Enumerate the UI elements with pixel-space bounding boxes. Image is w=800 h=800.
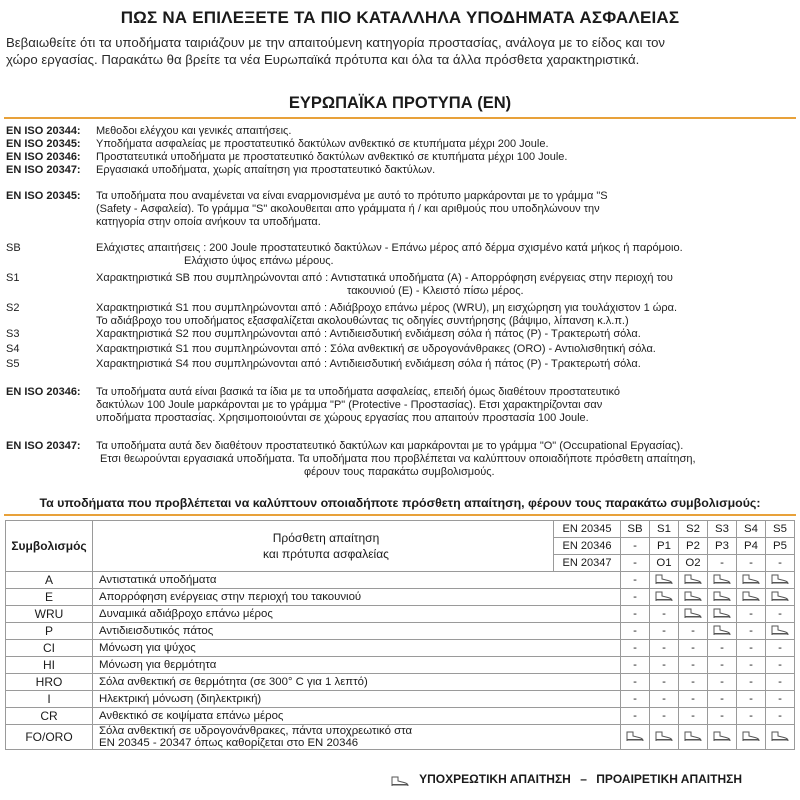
requirement-description	[93, 725, 621, 750]
requirement-row	[6, 589, 795, 606]
standard-name: EN 20346	[554, 538, 621, 555]
requirement-symbol: HI	[6, 657, 93, 674]
requirement-cell: -	[766, 640, 795, 657]
safety-boot-icon	[679, 606, 708, 623]
standard-category-cell: -	[766, 555, 795, 572]
standard-category-cell: P5	[766, 538, 795, 555]
safety-boot-icon	[650, 589, 679, 606]
requirement-symbol: CR	[6, 708, 93, 725]
category-line-1: Χαρακτηριστικά S1 που συμπληρώνονται από : Αδιάβροχο επάνω μέρος (WRU), μη εισχώρηση για τουλάχιστον 1 ώρα.	[96, 302, 678, 314]
standard-name: EN 20347	[554, 555, 621, 572]
safety-boot-icon	[679, 572, 708, 589]
requirement-cell: -	[650, 623, 679, 640]
requirement-cell: -	[708, 691, 737, 708]
requirement-cell: -	[737, 708, 766, 725]
requirement-cell: -	[621, 606, 650, 623]
requirement-cell: -	[766, 657, 795, 674]
requirement-cell: -	[708, 674, 737, 691]
category-line-2: Το αδιάβροχο του υποδήματος εξασφαλίζεται ακολουθώντας τις οδηγίες συντήρησης (βάψιμο, λίπανση κ.λ.π.)	[96, 315, 629, 327]
requirement-description: Ηλεκτρική μόνωση (διηλεκτρική)	[93, 691, 621, 708]
safety-boot-icon	[766, 572, 795, 589]
standard-category-cell: -	[737, 555, 766, 572]
requirement-description: Αντιδιεισδυτικός πάτος	[93, 623, 621, 640]
requirement-cell: -	[737, 674, 766, 691]
en20345-label: EN ISO 20345:	[6, 190, 81, 202]
requirement-symbol: HRO	[6, 674, 93, 691]
requirement-row	[6, 606, 795, 623]
category-code: S5	[6, 358, 20, 370]
safety-boot-icon	[679, 589, 708, 606]
requirement-symbol: CI	[6, 640, 93, 657]
requirement-description: Μόνωση για ψύχος	[93, 640, 621, 657]
category-code: S1	[6, 272, 20, 284]
standard-category-cell: S5	[766, 521, 795, 538]
requirement-row	[6, 640, 795, 657]
requirement-cell: -	[737, 623, 766, 640]
requirement-description-line-2: EN 20345 - 20347 όπως καθορίζεται στο EN 20346	[99, 737, 359, 749]
requirement-cell: -	[737, 691, 766, 708]
requirement-row	[6, 623, 795, 640]
requirement-cell: -	[708, 657, 737, 674]
en20347-line-2: Ετσι θεωρούνται εργασιακά υποδήματα. Τα υποδήματα που προβλέπεται να καλύπτουν οποιαδήποτε πρόσθετη απαίτηση,	[100, 453, 696, 465]
requirement-cell: -	[708, 640, 737, 657]
intro-line-2: χώρο εργασίας. Παρακάτω θα βρείτε τα νέα Ευρωπαϊκά πρότυπα και όλα τα άλλα πρόσθετα χαρακτηριστικά.	[6, 52, 640, 67]
en20346-line-2: δακτύλων 100 Joule μαρκάρονται με το γράμμα "P" (Protective - Προστασίας). Ετσι χαρακτηρίζονται σαν	[96, 399, 603, 411]
requirement-description: Δυναμικά αδιάβροχο επάνω μέρος	[93, 606, 621, 623]
requirement-cell: -	[621, 589, 650, 606]
safety-boot-icon	[650, 572, 679, 589]
en20345-line-1: Τα υποδήματα που αναμένεται να είναι εναρμονισμένα με αυτό το πρότυπο μαρκάρονται με το γράμμα "S	[96, 190, 608, 202]
safety-boot-icon	[766, 589, 795, 606]
safety-boot-icon	[708, 725, 737, 750]
requirement-cell: -	[621, 674, 650, 691]
requirement-cell: -	[621, 657, 650, 674]
standard-category-cell: SB	[621, 521, 650, 538]
requirement-cell: -	[679, 657, 708, 674]
safety-boot-icon	[708, 623, 737, 640]
table-title: Τα υποδήματα που προβλέπεται να καλύπτουν οποιαδήποτε πρόσθετη απαίτηση, φέρουν τους παρακάτω συμβολισμούς:	[39, 496, 761, 510]
requirement-cell: -	[621, 623, 650, 640]
en20345-line-3: κατηγορία στην οποία ανήκουν τα υποδήματα.	[96, 216, 321, 228]
intro-paragraph	[6, 34, 796, 68]
safety-boot-icon	[708, 589, 737, 606]
standard-category-cell: P1	[650, 538, 679, 555]
requirement-cell: -	[766, 674, 795, 691]
standard-label: EN ISO 20345:	[6, 138, 81, 150]
requirement-row	[6, 657, 795, 674]
requirement-description: Σόλα ανθεκτική σε θερμότητα (σε 300° C για 1 λεπτό)	[93, 674, 621, 691]
table-title-divider	[4, 514, 796, 516]
requirement-cell: -	[679, 708, 708, 725]
requirement-header-line-2: και πρότυπα ασφαλείας	[263, 547, 389, 561]
requirement-cell: -	[650, 674, 679, 691]
standard-category-cell: S3	[708, 521, 737, 538]
safety-boot-icon	[766, 725, 795, 750]
standard-header-row	[6, 521, 795, 538]
requirement-cell: -	[650, 606, 679, 623]
standard-text: Προστατευτικά υποδήματα με προστατευτικό δακτύλων ανθεκτικό σε κτυπήματα μέχρι 100 Joule.	[96, 151, 568, 163]
category-line-1: Χαρακτηριστικά S4 που συμπληρώνονται από : Αντιδιεισδυτική ενδιάμεση σόλα ή πάτος (P) - Τρακτερωτή σόλα.	[96, 358, 641, 370]
requirement-cell: -	[650, 708, 679, 725]
standard-name: EN 20345	[554, 521, 621, 538]
en20347-label: EN ISO 20347:	[6, 440, 81, 452]
requirement-cell: -	[621, 640, 650, 657]
requirement-symbol: E	[6, 589, 93, 606]
safety-boot-icon	[737, 589, 766, 606]
requirement-description: Μόνωση για θερμότητα	[93, 657, 621, 674]
safety-boot-icon	[621, 725, 650, 750]
legend	[390, 772, 742, 786]
requirement-symbol: A	[6, 572, 93, 589]
symbol-header: Συμβολισμός	[6, 521, 93, 572]
page-title: ΠΩΣ ΝΑ ΕΠΙΛΕΞΕΤΕ ΤΑ ΠΙΟ ΚΑΤΑΛΛΗΛΑ ΥΠΟΔΗΜΑΤΑ ΑΣΦΑΛΕΙΑΣ	[120, 8, 680, 27]
requirement-symbol: I	[6, 691, 93, 708]
category-line-1: Ελάχιστες απαιτήσεις : 200 Joule προστατευτικό δακτύλων - Επάνω μέρος από δέρμα σχισμένο κατά μήκος ή παρόμοιο.	[96, 242, 683, 254]
requirement-row	[6, 725, 795, 750]
section-title: ΕΥΡΩΠΑΪΚΑ ΠΡΟΤΥΠΑ (EN)	[288, 94, 512, 112]
standard-category-cell: -	[621, 555, 650, 572]
requirement-cell: -	[650, 640, 679, 657]
standard-label: EN ISO 20344:	[6, 125, 81, 137]
safety-boot-icon	[766, 623, 795, 640]
requirement-cell: -	[737, 640, 766, 657]
en20346-line-3: υποδήματα προστασίας. Χρησιμοποιούνται σε χώρους εργασίας που απαιτούν προστασία 100 Joule.	[96, 412, 589, 424]
legend-dash: –	[580, 772, 587, 786]
requirement-cell: -	[621, 572, 650, 589]
safety-boot-icon	[737, 572, 766, 589]
category-code: S3	[6, 328, 20, 340]
requirement-cell: -	[650, 691, 679, 708]
safety-boot-icon	[650, 725, 679, 750]
requirement-cell: -	[679, 674, 708, 691]
requirement-cell: -	[708, 708, 737, 725]
standard-label: EN ISO 20346:	[6, 151, 81, 163]
requirement-cell: -	[737, 606, 766, 623]
section-divider	[4, 117, 796, 119]
requirement-cell: -	[650, 657, 679, 674]
standard-text: Μεθοδοι ελέγχου και γενικές απαιτήσεις.	[96, 125, 292, 137]
category-line-1: Χαρακτηριστικά S2 που συμπληρώνονται από : Αντιδιεισδυτική ενδιάμεση σόλα ή πάτος (P) - Τρακτερωτή σόλα.	[96, 328, 641, 340]
requirement-cell: -	[621, 691, 650, 708]
standard-category-cell: P2	[679, 538, 708, 555]
requirement-header	[93, 521, 554, 572]
standard-category-cell: O2	[679, 555, 708, 572]
requirement-cell: -	[679, 623, 708, 640]
standard-category-cell: P4	[737, 538, 766, 555]
requirement-description: Απορρόφηση ενέργειας στην περιοχή του τακουνιού	[93, 589, 621, 606]
category-line-1: Χαρακτηριστικά SB που συμπληρώνονται από : Αντιστατικά υποδήματα (A) - Απορρόφηση ενέργειας στην περιοχή του	[96, 272, 673, 284]
category-line-2: Ελάχιστο ύψος επάνω μέρους.	[184, 255, 334, 267]
requirement-cell: -	[766, 606, 795, 623]
safety-boot-icon	[708, 572, 737, 589]
requirement-cell: -	[679, 691, 708, 708]
safety-boot-icon	[708, 606, 737, 623]
safety-boot-icon	[390, 775, 410, 785]
requirement-symbol: P	[6, 623, 93, 640]
requirement-row	[6, 691, 795, 708]
category-code: S4	[6, 343, 20, 355]
intro-line-1: Βεβαιωθείτε ότι τα υποδήματα ταιριάζουν με την απαιτούμενη κατηγορία προστασίας, ανάλογα με το είδος και τον	[6, 35, 666, 50]
requirement-cell: -	[737, 657, 766, 674]
requirement-description: Αντιστατικά υποδήματα	[93, 572, 621, 589]
requirement-cell: -	[766, 691, 795, 708]
standard-category-cell: -	[621, 538, 650, 555]
legend-optional: ΠΡΟΑΙΡΕΤΙΚΗ ΑΠΑΙΤΗΣΗ	[596, 772, 742, 786]
standard-category-cell: O1	[650, 555, 679, 572]
category-code: S2	[6, 302, 20, 314]
legend-mandatory: ΥΠΟΧΡΕΩΤΙΚΗ ΑΠΑΙΤΗΣΗ	[419, 772, 571, 786]
standard-category-cell: -	[708, 555, 737, 572]
en20346-line-1: Τα υποδήματα αυτά είναι βασικά τα ίδια με τα υποδήματα ασφαλείας, επειδή όμως διαθέτουν προστατευτικό	[96, 386, 620, 398]
safety-boot-icon	[679, 725, 708, 750]
standard-category-cell: S2	[679, 521, 708, 538]
requirement-symbol: FO/ORO	[6, 725, 93, 750]
requirement-cell: -	[679, 640, 708, 657]
safety-boot-icon	[737, 725, 766, 750]
standard-category-cell: S4	[737, 521, 766, 538]
en20346-label: EN ISO 20346:	[6, 386, 81, 398]
standard-category-cell: S1	[650, 521, 679, 538]
requirements-table	[5, 520, 795, 750]
requirement-header-line-1: Πρόσθετη απαίτηση	[272, 531, 380, 545]
standard-label: EN ISO 20347:	[6, 164, 81, 176]
requirement-cell: -	[621, 708, 650, 725]
requirement-row	[6, 572, 795, 589]
requirement-description: Ανθεκτικό σε κοψίματα επάνω μέρος	[93, 708, 621, 725]
standard-text: Εργασιακά υποδήματα, χωρίς απαίτηση για προστατευτικό δακτύλων.	[96, 164, 436, 176]
category-line-1: Χαρακτηριστικά S1 που συμπληρώνονται από : Σόλα ανθεκτική σε υδρογονάνθρακες (ORO) - Αντιολισθητική σόλα.	[96, 343, 656, 355]
standard-category-cell: P3	[708, 538, 737, 555]
requirement-row	[6, 674, 795, 691]
standard-text: Υποδήματα ασφαλείας με προστατευτικό δακτύλων ανθεκτικό σε κτυπήματα μέχρι 200 Joule.	[96, 138, 549, 150]
requirement-description-line-1: Σόλα ανθεκτική σε υδρογονάνθρακες, πάντα υποχρεωτικό στα	[99, 725, 413, 737]
category-line-2: τακουνιού (E) - Κλειστό πίσω μέρος.	[347, 285, 524, 297]
en20347-line-3: φέρουν τους παρακάτω συμβολισμούς.	[304, 466, 495, 478]
en20345-line-2: (Safety - Ασφαλεία). Το γράμμα "S" ακολουθειται απο γράμματα ή / και αριθμούς που υποδηλώνουν την	[96, 203, 600, 215]
requirement-cell: -	[766, 708, 795, 725]
en20347-line-1: Τα υποδήματα αυτά δεν διαθέτουν προστατευτικό δακτύλων και μαρκάρονται με το γράμμα "O" (Occupational Εργασίας).	[96, 440, 684, 452]
category-code: SB	[6, 242, 21, 254]
requirement-row	[6, 708, 795, 725]
requirement-symbol: WRU	[6, 606, 93, 623]
